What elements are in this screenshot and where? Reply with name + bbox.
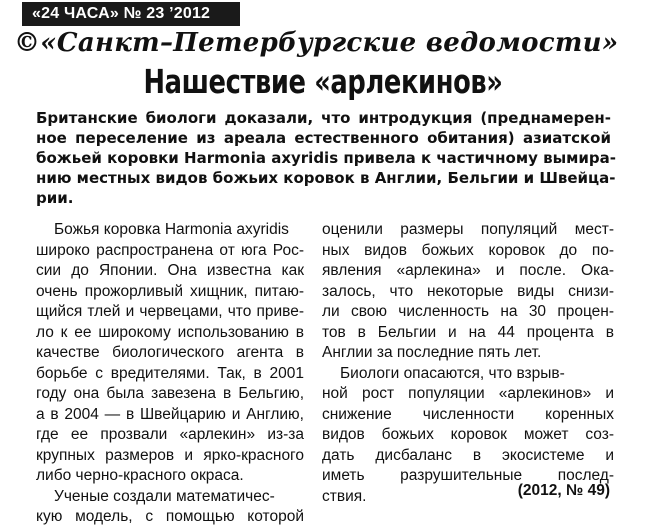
body-line: видов божьих коровок может соз- [322, 426, 614, 443]
body-line: щийся тлей и червецами, что приве- [36, 303, 304, 320]
lead-line: рии. [36, 189, 74, 207]
source-credit: ©«Санкт–Петербургские ведомости» [14, 28, 619, 58]
body-line: борьбе с вредителями. Так, в 2001 [36, 364, 304, 382]
lead-line: ное переселение из ареала естественного обитания) азиатской [36, 129, 611, 147]
body-line: снижение численности коренных [322, 405, 614, 423]
body-line: оценили размеры популяций мест- [322, 221, 614, 238]
body-line: ло к ее широкому использованию в [36, 323, 304, 341]
body-line: очень прожорливый хищник, питаю- [36, 282, 304, 300]
body-line: ли свою численность на 30 процен- [322, 303, 614, 320]
body-line: где ее прозвали «арлекин» из-за [36, 426, 304, 443]
body-line: Биологи опасаются, что взрыв- [340, 364, 565, 382]
body-line: кую модель, с помощью которой [36, 508, 304, 525]
body-line: году она была завезена в Бельгию, [36, 385, 304, 402]
body-line: качестве биологического агента в [36, 344, 304, 361]
body-line: ных видов божьих коровок до по- [322, 241, 614, 259]
body-line: дать дисбаланс в экосистеме и [322, 446, 614, 464]
body-line: тов в Бельгии и на 44 процента в [322, 323, 614, 341]
lead-line: божьей коровки Harmonia axyridis привела к частичному вымира- [36, 149, 617, 167]
article-column-left [36, 220, 304, 528]
body-line: иметь разрушительные послед- [322, 467, 614, 484]
body-line: ствия. [322, 487, 367, 505]
body-line: залось, что некоторые виды снизи- [322, 282, 614, 300]
lead-line: нию местных видов божьих коровок в Англии, Бельгии и Швейца- [36, 169, 616, 187]
article-title: Нашествие «арлекинов» [143, 62, 503, 101]
body-line: Англии за последние пять лет. [322, 344, 542, 361]
body-line: ной рост популяции «арлекинов» и [322, 385, 614, 402]
body-line: а в 2004 — в Швейцарию и Англию, [36, 405, 304, 423]
masthead: «24 ЧАСА» № 23 ’2012 [22, 2, 240, 26]
lead-line: Британские биологи доказали, что интродукция (преднамерен- [36, 109, 611, 127]
body-line: либо черно-красного окраса. [36, 467, 244, 484]
body-line: явления «арлекина» и после. Ока- [322, 262, 614, 279]
body-line: сии до Японии. Она известна как [36, 262, 304, 279]
article-column-right [322, 220, 614, 507]
body-line: Ученые создали математичес- [54, 487, 275, 505]
body-line: широко распространена от юга Рос- [36, 241, 304, 259]
body-line: Божья коровка Harmonia axyridis [54, 221, 289, 238]
article-lead [36, 108, 617, 208]
body-line: крупных размеров и ярко-красного [36, 446, 304, 464]
issue-reference: (2012, № 49) [517, 482, 610, 499]
